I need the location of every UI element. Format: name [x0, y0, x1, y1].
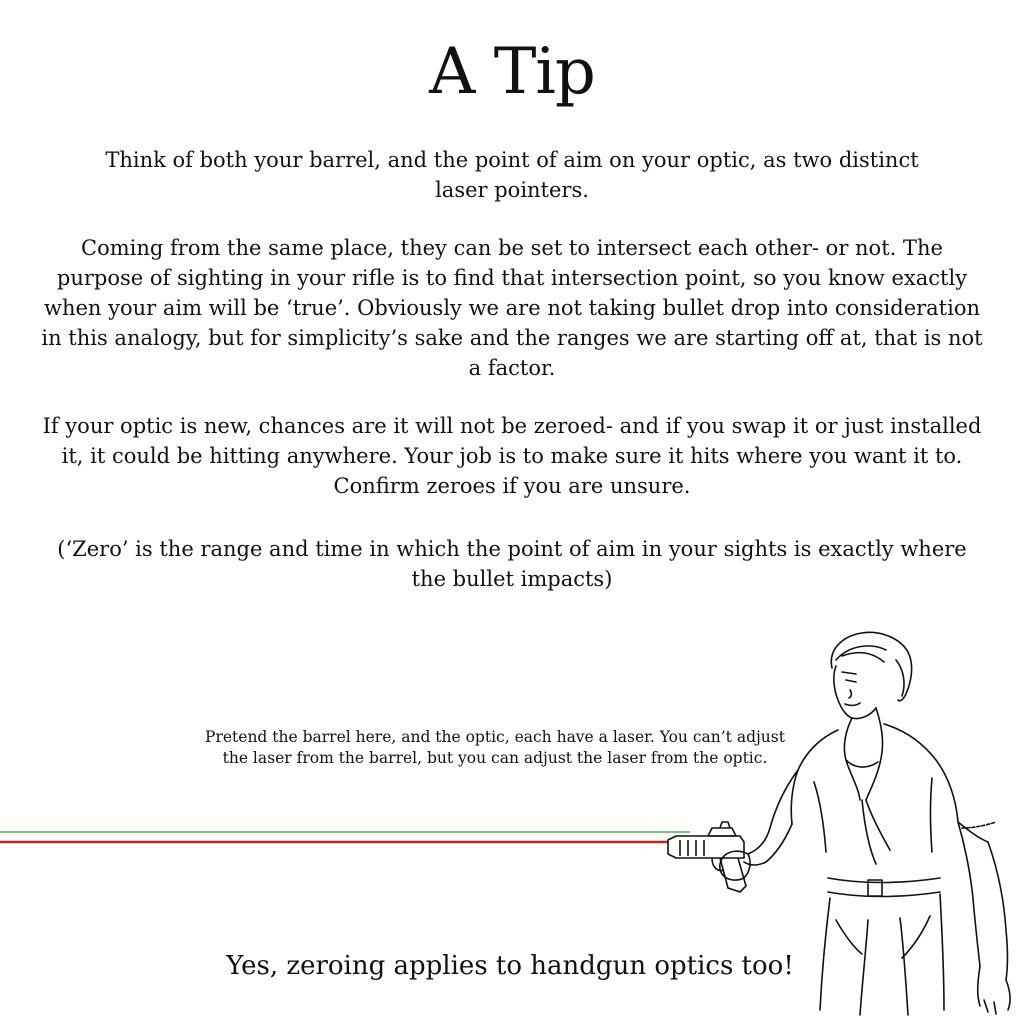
illustration-caption: Pretend the barrel here, and the optic, each have a laser. You can’t adjust the laser from the barrel, but you can adjust the laser from the optic.	[205, 728, 785, 767]
scarf	[844, 708, 882, 800]
legs	[820, 894, 944, 1015]
paragraph-intersection: Coming from the same place, they can be set to intersect each other- or not. The purpose of sighting in your rifle is to find that intersection point, so you know exactly when your aim will be ‘true’. Obviously we are not taking bullet drop into consideration in this analogy, but for simplicity’s sake and the ranges we are starting off at, that is not a factor.	[41, 236, 983, 380]
paragraph-new-optic: If your optic is new, chances are it will not be zeroed- and if you swap it or just installed it, it could be hitting anywhere. Your job is to make sure it hits where you want it to. Confirm zeroes if you are unsure.	[42, 414, 982, 498]
pistol-grip	[720, 858, 746, 892]
footer-tagline: Yes, zeroing applies to handgun optics too!	[226, 951, 794, 981]
paragraph-lasers-intro: Think of both your barrel, and the point of aim on your optic, as two distinct laser pointers.	[105, 148, 919, 202]
paragraph-zero-definition: (‘Zero’ is the range and time in which the point of aim in your sights is exactly where the bullet impacts)	[57, 537, 967, 591]
torso	[791, 724, 958, 824]
gun-arm	[744, 770, 798, 865]
page-title: A Tip	[429, 35, 595, 109]
pistol-optic	[708, 822, 736, 836]
left-arm	[958, 822, 1008, 980]
belt	[828, 878, 940, 897]
